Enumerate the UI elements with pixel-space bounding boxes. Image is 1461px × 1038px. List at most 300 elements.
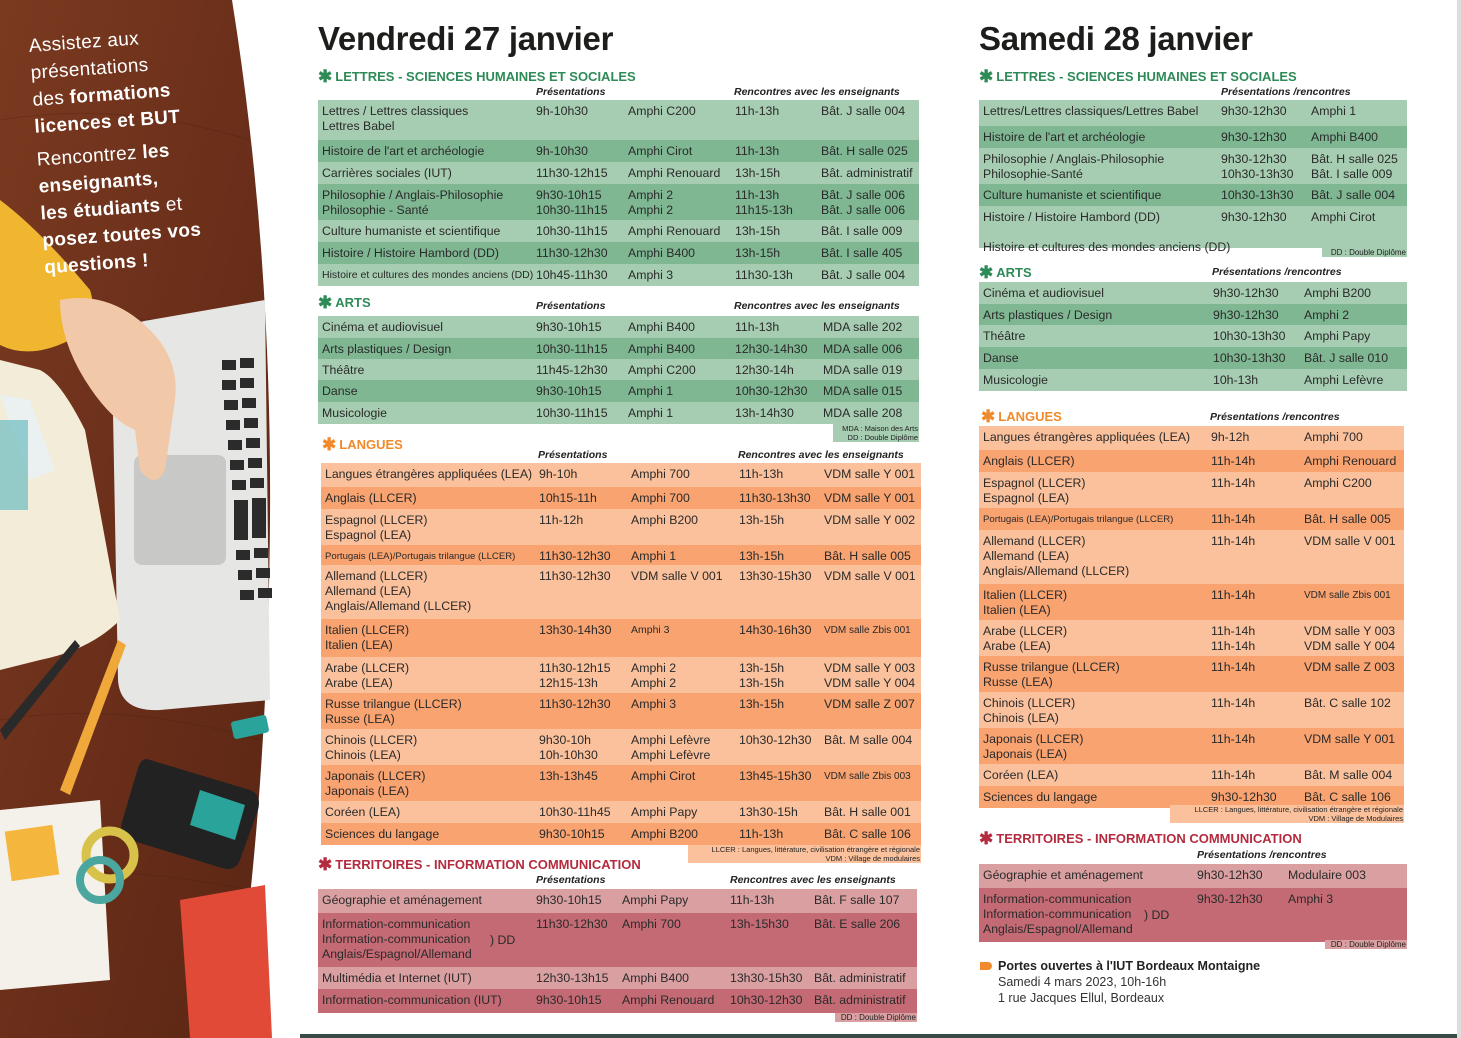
table-row: [318, 242, 919, 264]
cell-presentation-time: 9h30-10h15 10h30-11h15: [536, 188, 608, 217]
table-row: [979, 426, 1404, 450]
table-row: [979, 656, 1404, 692]
table-row: [979, 325, 1407, 347]
table-row: [318, 989, 917, 1013]
cell-presentation-room: Bât. H salle 025 Bât. I salle 009: [1311, 152, 1398, 181]
cell-presentation-time: 9h30-12h30 10h30-13h30: [1221, 152, 1294, 181]
table-row: [321, 565, 921, 619]
saturday-territoires-heading: [979, 830, 1302, 847]
cell-meeting-time: 10h30-12h30: [730, 993, 803, 1007]
cell-meeting-room: VDM salle Y 003 VDM salle Y 004: [824, 661, 916, 690]
table-row: [979, 450, 1404, 472]
cell-meeting-room: VDM salle Y 001: [824, 467, 916, 481]
cell-presentation-room: Amphi 3: [631, 697, 677, 711]
bottom-bar: [300, 1034, 1461, 1038]
table-row: [318, 264, 919, 286]
cell-meeting-room: VDM salle Y 002: [824, 513, 916, 527]
cell-presentation-time: 11h-14h: [1211, 454, 1256, 468]
cell-program: Allemand (LLCER) Allemand (LEA) Anglais/Allemand (LLCER): [325, 569, 472, 613]
cell-presentation-room: Amphi B200: [631, 827, 698, 841]
friday-lettres-heading: [318, 68, 636, 85]
cell-presentation-room: Bât. J salle 010: [1304, 351, 1389, 365]
cell-presentation-time: 11h-14h: [1211, 696, 1256, 710]
cell-program: Italien (LLCER) Italien (LEA): [983, 588, 1068, 617]
table-row: [321, 619, 921, 657]
open-day-date: Samedi 4 mars 2023, 10h-16h: [998, 975, 1167, 989]
friday-lettres-table: [318, 100, 919, 286]
cell-program: Carrières sociales (IUT): [322, 166, 452, 180]
cell-meeting-room: Bât. administratif: [821, 166, 913, 180]
col-header-presentations: Présentations: [536, 86, 606, 98]
cell-presentation-room: Bât. C salle 106: [1304, 790, 1391, 804]
cell-presentation-room: Amphi 700: [631, 491, 690, 505]
cell-presentation-time: 11h-14h: [1211, 588, 1256, 602]
cell-presentation-time: 9h30-10h15: [536, 320, 602, 334]
cell-presentation-room: Amphi Lefèvre: [1304, 373, 1384, 387]
asterisk-icon: ✱: [318, 855, 333, 874]
legend-note: DD : Double Diplôme: [1325, 940, 1407, 949]
cell-program: Sciences du langage: [983, 790, 1098, 804]
cell-presentation-room: VDM salle Zbis 001: [1304, 590, 1391, 601]
cell-program: Musicologie: [322, 406, 387, 420]
table-row: [321, 545, 921, 565]
cell-meeting-room: Bât. administratif: [814, 993, 906, 1007]
saturday-langues-heading: [981, 408, 1062, 425]
cell-program: Lettres/Lettres classiques/Lettres Babel: [983, 104, 1199, 118]
cell-presentation-room: Amphi 1: [628, 384, 674, 398]
cell-meeting-time: 11h30-13h30: [739, 491, 811, 505]
col-header-rencontres: Rencontres avec les enseignants: [738, 449, 904, 461]
cell-presentation-room: Bât. M salle 004: [1304, 768, 1393, 782]
cell-presentation-time: 9h-10h: [539, 467, 578, 481]
intro-line: Assistez aux: [28, 28, 140, 57]
cell-program: Arts plastiques / Design: [322, 342, 452, 356]
cell-program: Anglais (LLCER): [325, 491, 417, 505]
table-row: [321, 693, 921, 729]
intro-line-bold: licences et BUT: [33, 106, 181, 138]
cell-meeting-room: Bât. J salle 004: [821, 268, 906, 282]
cell-presentation-time: 11h-14h: [1211, 660, 1256, 674]
table-row: [979, 728, 1404, 764]
cell-presentation-time: 9h30-10h15: [536, 993, 602, 1007]
cell-presentation-time: 10h30-13h30: [1213, 351, 1286, 365]
col-header-presentations: Présentations: [536, 874, 606, 886]
table-row: [318, 402, 919, 424]
table-row: [321, 823, 921, 845]
table-row: [321, 463, 921, 487]
cell-meeting-time: 13h-15h: [735, 166, 781, 180]
table-row: [318, 913, 917, 967]
col-header-rencontres: Rencontres avec les enseignants: [730, 874, 896, 886]
cell-meeting-time: 11h-13h: [739, 467, 784, 481]
cell-presentation-room: VDM salle Y 003 VDM salle Y 004: [1304, 624, 1396, 653]
table-row: [979, 347, 1407, 369]
cell-presentation-room: Amphi 1: [628, 406, 674, 420]
arrow-icon: [980, 962, 992, 970]
cell-meeting-time: 13h-15h: [739, 549, 785, 563]
cell-meeting-room: MDA salle 015: [823, 384, 903, 398]
cell-program: Information-communication Information-communication Anglais/Espagnol/Allemand: [322, 917, 472, 961]
cell-presentation-room: Amphi B400: [628, 246, 695, 260]
table-row: [321, 509, 921, 545]
cell-meeting-time: 12h30-14h30: [735, 342, 808, 356]
cell-meeting-time: 11h-13h: [735, 144, 780, 158]
cell-presentation-room: Amphi Renouard: [628, 166, 721, 180]
friday-arts-table: [318, 316, 919, 424]
asterisk-icon: ✱: [979, 67, 994, 86]
cell-program: Arabe (LLCER) Arabe (LEA): [325, 661, 410, 690]
illustration-panel: [0, 0, 300, 1038]
cell-meeting-room: Bât. M salle 004: [824, 733, 913, 747]
table-row: [979, 888, 1407, 942]
cell-presentation-room: Amphi 3: [628, 268, 674, 282]
cell-presentation-time: 9h30-12h30: [1221, 104, 1287, 118]
cell-presentation-room: Amphi Papy: [622, 893, 689, 907]
intro-line: présentations: [30, 54, 150, 84]
section-title: LETTRES - SCIENCES HUMAINES ET SOCIALES: [335, 69, 636, 84]
cell-presentation-time: 10h45-11h30: [536, 268, 608, 282]
cell-meeting-time: 13h-15h: [735, 246, 781, 260]
cell-program: Italien (LLCER) Italien (LEA): [325, 623, 410, 652]
legend-note: DD : Double Diplôme: [835, 1013, 917, 1022]
table-row: [979, 692, 1404, 728]
cell-meeting-room: Bât. J salle 004: [821, 104, 906, 118]
open-day-title: Portes ouvertes à l'IUT Bordeaux Montaigne: [998, 959, 1261, 973]
cell-presentation-time: 13h-13h45: [539, 769, 598, 783]
cell-presentation-time: 9h30-10h15: [536, 893, 602, 907]
cell-presentation-room: Amphi Renouard: [1304, 454, 1397, 468]
cell-meeting-time: 13h-15h: [739, 513, 785, 527]
cell-program: Coréen (LEA): [983, 768, 1059, 782]
cell-program: Chinois (LLCER) Chinois (LEA): [325, 733, 418, 762]
intro-line-bold: les étudiants: [39, 195, 162, 225]
cell-meeting-time: 13h-15h: [735, 224, 781, 238]
table-row: [321, 801, 921, 823]
cell-meeting-time: 13h-15h 13h-15h: [739, 661, 785, 690]
section-title: TERRITOIRES - INFORMATION COMMUNICATION: [996, 831, 1302, 846]
cell-presentation-room: Amphi Renouard: [622, 993, 715, 1007]
cell-presentation-time: 10h30-11h45: [539, 805, 611, 819]
double-diploma-mark: ) DD: [490, 933, 516, 947]
cell-meeting-time: 11h-13h 11h15-13h: [735, 188, 793, 217]
cell-presentation-time: 11h30-12h30: [539, 569, 611, 583]
cell-presentation-room: VDM salle Z 003: [1304, 660, 1395, 674]
table-row: [318, 967, 917, 989]
cell-program: Langues étrangères appliquées (LEA): [983, 430, 1191, 444]
cell-meeting-room: Bât. H salle 005: [824, 549, 911, 563]
cell-meeting-time: 13h-15h30: [730, 917, 789, 931]
table-row: [979, 148, 1407, 184]
cell-program: Histoire / Histoire Hambord (DD) Histoire et cultures des mondes anciens (DD): [983, 210, 1231, 254]
col-header-rencontres: Rencontres avec les enseignants: [734, 86, 900, 98]
cell-program: Portugais (LEA)/Portugais trilangue (LLCER): [983, 514, 1174, 525]
cell-program: Géographie et aménagement: [322, 893, 482, 907]
cell-meeting-time: 10h30-12h30: [735, 384, 808, 398]
friday-arts-heading: [318, 294, 371, 311]
cell-presentation-time: 11h30-12h30: [539, 697, 611, 711]
cell-program: Coréen (LEA): [325, 805, 401, 819]
legend-note: MDA : Maison des Arts DD : Double Diplôme: [833, 424, 919, 442]
cell-meeting-room: Bât. E salle 206: [814, 917, 901, 931]
cell-presentation-room: VDM salle V 001: [1304, 534, 1396, 548]
cell-meeting-room: Bât. H salle 001: [824, 805, 911, 819]
intro-line: et: [159, 193, 184, 216]
legend-note: DD : Double Diplôme: [1322, 248, 1407, 257]
section-title: LANGUES: [998, 409, 1062, 424]
cell-presentation-time: 13h30-14h30: [539, 623, 612, 637]
cell-presentation-time: 9h30-12h30: [1213, 286, 1279, 300]
table-row: [321, 765, 921, 801]
cell-presentation-time: 9h30-10h 10h-10h30: [539, 733, 598, 762]
cell-program: Sciences du langage: [325, 827, 440, 841]
cell-meeting-time: 13h-14h30: [735, 406, 794, 420]
cell-meeting-time: 10h30-12h30: [739, 733, 812, 747]
saturday-arts-heading: [979, 264, 1032, 281]
cell-program: Russe trilangue (LLCER) Russe (LEA): [983, 660, 1120, 689]
friday-territoires-table: [318, 889, 917, 1013]
cell-presentation-room: VDM salle Y 001: [1304, 732, 1396, 746]
cell-meeting-room: Bât. I salle 405: [821, 246, 903, 260]
cell-program: Allemand (LLCER) Allemand (LEA) Anglais/Allemand (LLCER): [983, 534, 1130, 578]
table-row: [979, 126, 1407, 148]
cell-meeting-time: 11h-13h: [730, 893, 775, 907]
table-row: [979, 369, 1407, 391]
cell-presentation-room: Amphi B200: [631, 513, 698, 527]
cell-presentation-room: Amphi 1: [631, 549, 677, 563]
intro-line-bold: les: [141, 140, 171, 164]
cell-presentation-room: Amphi 3: [1288, 892, 1334, 906]
table-row: [979, 584, 1404, 620]
table-row: [979, 764, 1404, 786]
cell-presentation-time: 10h30-11h15: [536, 224, 608, 238]
legend-note: LLCER : Langues, littérature, civilisation étrangère et régionale VDM : Village de modulaires: [688, 845, 921, 863]
table-row: [318, 316, 919, 338]
cell-presentation-room: Amphi 700: [1304, 430, 1363, 444]
cell-meeting-time: 11h30-13h: [735, 268, 793, 282]
open-day-address: 1 rue Jacques Ellul, Bordeaux: [998, 991, 1165, 1005]
table-row: [318, 162, 919, 184]
cell-program: Musicologie: [983, 373, 1048, 387]
cell-presentation-time: 10h30-11h15: [536, 342, 608, 356]
table-row: [979, 282, 1407, 304]
cell-presentation-time: 9h30-12h30: [1197, 892, 1263, 906]
saturday-langues-table: [979, 426, 1404, 808]
cell-program: Danse: [322, 384, 358, 398]
cell-program: Philosophie / Anglais-Philosophie Philosophie-Santé: [983, 152, 1165, 181]
table-row: [979, 620, 1404, 656]
cell-meeting-time: 13h-15h: [739, 697, 785, 711]
table-row: [318, 184, 919, 220]
cell-presentation-time: 11h30-12h15 12h15-13h: [539, 661, 611, 690]
cell-meeting-room: Bât. I salle 009: [821, 224, 903, 238]
friday-territoires-heading: [318, 856, 641, 873]
cell-presentation-room: Amphi C200: [628, 363, 696, 377]
cell-program: Histoire de l'art et archéologie: [983, 130, 1146, 144]
cell-meeting-time: 14h30-16h30: [739, 623, 812, 637]
cell-program: Anglais (LLCER): [983, 454, 1075, 468]
cell-program: Culture humaniste et scientifique: [322, 224, 501, 238]
cell-presentation-room: Amphi B400: [628, 342, 695, 356]
friday-title: Vendredi 27 janvier: [318, 20, 614, 57]
friday-langues-heading: [322, 436, 403, 453]
table-row: [979, 508, 1404, 530]
cell-presentation-room: Amphi 2 Amphi 2: [631, 661, 677, 690]
table-row: [979, 184, 1407, 206]
cell-presentation-time: 11h-12h: [539, 513, 584, 527]
cell-meeting-room: VDM salle Zbis 001: [824, 625, 911, 636]
table-row: [318, 380, 919, 402]
intro-line-bold: posez toutes vos: [41, 219, 202, 252]
cell-presentation-room: Bât. H salle 005: [1304, 512, 1391, 526]
cell-presentation-time: 9h-10h30: [536, 144, 588, 158]
saturday-title: Samedi 28 janvier: [979, 20, 1253, 57]
col-header-rencontres: Rencontres avec les enseignants: [734, 300, 900, 312]
cell-program: Philosophie / Anglais-Philosophie Philosophie - Santé: [322, 188, 504, 217]
asterisk-icon: ✱: [979, 829, 994, 848]
cell-meeting-time: 11h-13h: [735, 320, 780, 334]
cell-presentation-room: Amphi 2 Amphi 2: [628, 188, 674, 217]
cell-program: Histoire de l'art et archéologie: [322, 144, 485, 158]
cell-presentation-time: 11h-14h: [1211, 476, 1256, 490]
table-row: [318, 359, 919, 380]
intro-line: Rencontrez: [36, 142, 144, 171]
cell-presentation-time: 9h-12h: [1211, 430, 1250, 444]
section-title: LETTRES - SCIENCES HUMAINES ET SOCIALES: [996, 69, 1297, 84]
cell-presentation-room: Amphi 1: [1311, 104, 1357, 118]
table-row: [321, 487, 921, 509]
cell-meeting-time: 11h-13h: [739, 827, 784, 841]
cell-presentation-room: VDM salle V 001: [631, 569, 723, 583]
cell-program: Théâtre: [322, 363, 365, 377]
cell-program: Histoire / Histoire Hambord (DD): [322, 246, 499, 260]
cell-meeting-time: 13h30-15h30: [739, 569, 812, 583]
cell-program: Chinois (LLCER) Chinois (LEA): [983, 696, 1076, 725]
table-row: [979, 304, 1407, 325]
cell-presentation-time: 11h-14h: [1211, 768, 1256, 782]
page-edge: [1457, 0, 1461, 1038]
cell-presentation-room: Amphi Lefèvre Amphi Lefèvre: [631, 733, 711, 762]
table-row: [321, 657, 921, 693]
col-header-presentations-rencontres: Présentations /rencontres: [1221, 86, 1351, 98]
cell-presentation-time: 11h-14h 11h-14h: [1211, 624, 1256, 653]
cell-presentation-room: Amphi Cirot: [628, 144, 693, 158]
open-day-info: [980, 958, 1260, 1006]
cell-presentation-room: Amphi B400: [628, 320, 695, 334]
cell-program: Russe trilangue (LLCER) Russe (LEA): [325, 697, 462, 726]
table-row: [979, 864, 1407, 888]
cell-program: Cinéma et audiovisuel: [322, 320, 443, 334]
friday-langues-table: [321, 463, 921, 845]
cell-presentation-room: Amphi B400: [1311, 130, 1378, 144]
cell-presentation-time: 11h30-12h30: [539, 549, 611, 563]
cell-presentation-room: Bât. C salle 102: [1304, 696, 1391, 710]
cell-meeting-time: 11h-13h: [735, 104, 780, 118]
cell-presentation-room: Amphi Papy: [1304, 329, 1371, 343]
asterisk-icon: ✱: [318, 293, 333, 312]
cell-presentation-room: Amphi Renouard: [628, 224, 721, 238]
asterisk-icon: ✱: [322, 435, 337, 454]
cell-presentation-time: 11h30-12h30: [536, 917, 608, 931]
intro-line-bold: questions !: [43, 249, 150, 279]
cell-presentation-time: 9h30-10h15: [536, 384, 602, 398]
section-title: ARTS: [335, 295, 371, 310]
table-row: [979, 530, 1404, 584]
cell-presentation-time: 10h15-11h: [539, 491, 597, 505]
cell-presentation-room: Bât. J salle 004: [1311, 188, 1396, 202]
saturday-arts-table: [979, 282, 1407, 391]
cell-presentation-room: Amphi C200: [628, 104, 696, 118]
cell-program: Japonais (LLCER) Japonais (LEA): [983, 732, 1084, 761]
cell-program: Théâtre: [983, 329, 1026, 343]
cell-meeting-room: VDM salle Y 001: [824, 491, 916, 505]
intro-line: des: [31, 87, 71, 111]
cell-meeting-time: 13h45-15h30: [739, 769, 812, 783]
cell-meeting-room: VDM salle Z 007: [824, 697, 915, 711]
saturday-territoires-table: [979, 864, 1407, 942]
cell-presentation-time: 11h30-12h30: [536, 246, 608, 260]
cell-program: Information-communication Information-communication Anglais/Espagnol/Allemand: [983, 892, 1133, 936]
table-row: [318, 338, 919, 359]
col-header-presentations: Présentations: [538, 449, 608, 461]
cell-program: Arts plastiques / Design: [983, 308, 1113, 322]
table-row: [318, 140, 919, 162]
cell-presentation-time: 11h-14h: [1211, 512, 1256, 526]
table-row: [979, 100, 1407, 126]
cell-presentation-room: Amphi Cirot: [1311, 210, 1376, 224]
cell-meeting-room: VDM salle Zbis 003: [824, 771, 911, 782]
asterisk-icon: ✱: [979, 263, 994, 282]
cell-presentation-room: Amphi B200: [1304, 286, 1371, 300]
table-row: [318, 100, 919, 140]
cell-meeting-room: Bât. administratif: [814, 971, 906, 985]
table-row: [318, 220, 919, 242]
col-header-presentations-rencontres: Présentations /rencontres: [1197, 849, 1327, 861]
cell-program: Arabe (LLCER) Arabe (LEA): [983, 624, 1068, 653]
cell-presentation-time: 9h-10h30: [536, 104, 588, 118]
cell-presentation-room: Amphi C200: [1304, 476, 1372, 490]
cell-presentation-time: 10h30-13h30: [1213, 329, 1286, 343]
cell-program: Portugais (LEA)/Portugais trilangue (LLCER): [325, 551, 516, 562]
cell-program: Espagnol (LLCER) Espagnol (LEA): [325, 513, 428, 542]
cell-presentation-time: 11h30-12h15: [536, 166, 608, 180]
cell-program: Japonais (LLCER) Japonais (LEA): [325, 769, 426, 798]
cell-program: Information-communication (IUT): [322, 993, 502, 1007]
double-diploma-mark: ) DD: [1144, 908, 1170, 922]
cell-presentation-room: Amphi Cirot: [631, 769, 696, 783]
saturday-lettres-heading: [979, 68, 1297, 85]
cell-program: Espagnol (LLCER) Espagnol (LEA): [983, 476, 1086, 505]
intro-line-bold: enseignants,: [37, 168, 159, 198]
cell-program: Langues étrangères appliquées (LEA): [325, 467, 533, 481]
cell-meeting-room: MDA salle 208: [823, 406, 903, 420]
cell-presentation-time: 10h-13h: [1213, 373, 1259, 387]
cell-program: Multimédia et Internet (IUT): [322, 971, 472, 985]
cell-meeting-room: MDA salle 019: [823, 363, 903, 377]
cell-presentation-room: Amphi 700: [631, 467, 690, 481]
cell-meeting-room: MDA salle 202: [823, 320, 903, 334]
cell-program: Géographie et aménagement: [983, 868, 1143, 882]
cell-presentation-time: 9h30-12h30: [1213, 308, 1279, 322]
legend-note: LLCER : Langues, littérature, civilisation étrangère et régionale VDM : Village de Modulaires: [1170, 805, 1404, 823]
col-header-presentations: Présentations: [536, 300, 606, 312]
intro-line-bold: formations: [68, 80, 172, 109]
table-row: [979, 472, 1404, 508]
cell-presentation-time: 9h30-12h30: [1197, 868, 1263, 882]
cell-program: Culture humaniste et scientifique: [983, 188, 1162, 202]
cell-program: Lettres / Lettres classiques Lettres Babel: [322, 104, 469, 133]
col-header-presentations-rencontres: Présentations /rencontres: [1212, 266, 1342, 278]
table-row: [318, 889, 917, 913]
